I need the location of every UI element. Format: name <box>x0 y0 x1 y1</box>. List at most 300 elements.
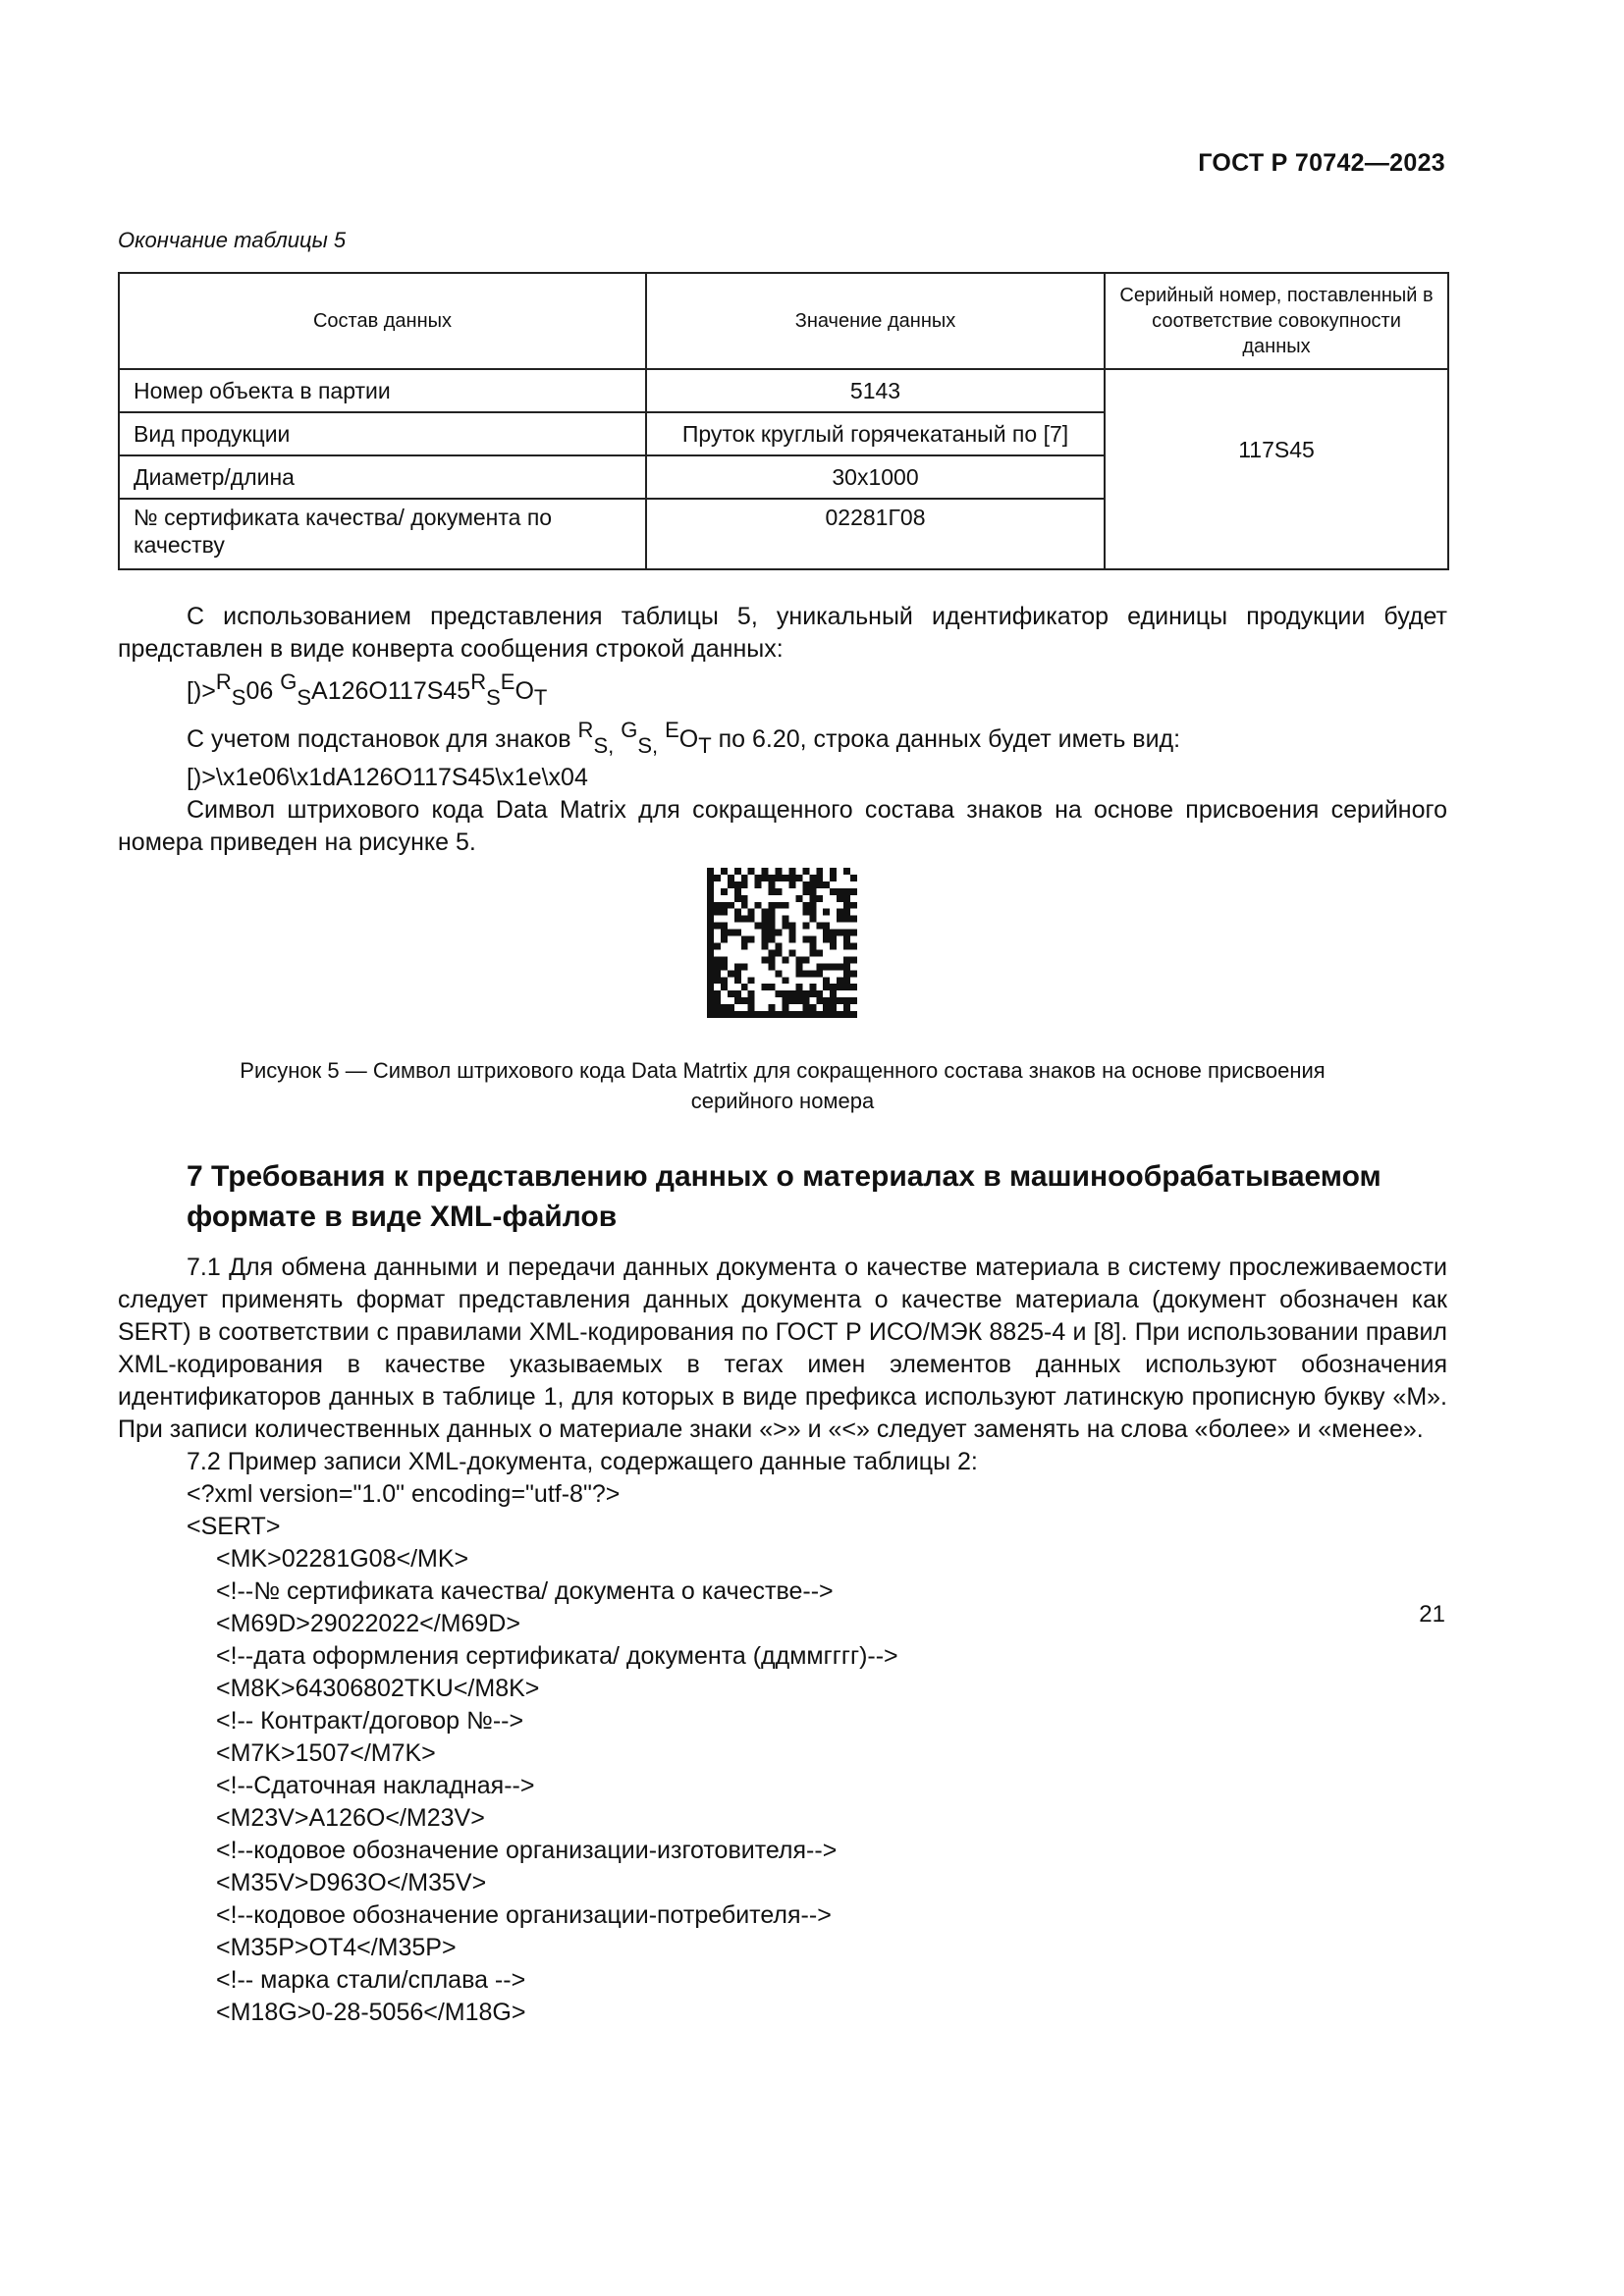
text-run: O <box>678 725 699 753</box>
table-header-row <box>119 273 1448 369</box>
barcode-module <box>809 984 816 990</box>
barcode-module <box>830 963 837 970</box>
xml-element-line: <MK>02281G08</MK> <box>216 1545 469 1573</box>
barcode-module <box>830 936 837 943</box>
barcode-module <box>741 936 748 943</box>
barcode-module <box>707 949 714 956</box>
barcode-module <box>714 1004 721 1011</box>
barcode-module <box>762 936 769 943</box>
figure-caption-line: Рисунок 5 — Символ штрихового кода Data Matrtix для сокращенного состава знаков на основе присвоения <box>240 1058 1326 1083</box>
barcode-module <box>755 1011 762 1018</box>
barcode-module <box>850 930 857 936</box>
barcode-module <box>755 902 762 909</box>
barcode-module <box>795 1011 802 1018</box>
text-run: 06 <box>245 677 281 705</box>
barcode-module <box>788 875 795 881</box>
barcode-module <box>802 888 809 895</box>
barcode-module <box>788 923 795 930</box>
barcode-module <box>816 1011 823 1018</box>
barcode-module <box>809 990 816 997</box>
text-run: T <box>533 685 548 710</box>
barcode-module <box>776 930 783 936</box>
barcode-module <box>721 868 728 875</box>
barcode-module <box>707 895 714 902</box>
barcode-module <box>728 970 734 977</box>
table-header-cell: Серийный номер, поставленный в соответствие совокупности данных <box>1105 273 1448 369</box>
barcode-module <box>837 977 843 984</box>
barcode-module <box>802 909 809 916</box>
barcode-module <box>788 949 795 956</box>
barcode-module <box>843 888 850 895</box>
barcode-module <box>830 930 837 936</box>
barcode-module <box>714 923 721 930</box>
xml-element-line: <M18G>0-28-5056</M18G> <box>216 1999 526 2026</box>
barcode-module <box>830 875 837 881</box>
barcode-module <box>776 970 783 977</box>
text-run: A126O117S45 <box>311 677 471 705</box>
barcode-module <box>809 916 816 923</box>
barcode-module <box>837 930 843 936</box>
barcode-module <box>769 888 776 895</box>
barcode-module <box>843 930 850 936</box>
table-caption: Окончание таблицы 5 <box>118 228 347 252</box>
barcode-module <box>783 977 789 984</box>
barcode-module <box>748 997 755 1004</box>
barcode-module <box>809 895 816 902</box>
barcode-module <box>734 888 741 895</box>
barcode-module <box>816 923 823 930</box>
barcode-module <box>823 997 830 1004</box>
barcode-module <box>721 930 728 936</box>
barcode-module <box>707 963 714 970</box>
barcode-module <box>721 1011 728 1018</box>
barcode-module <box>741 902 748 909</box>
barcode-module <box>728 881 734 888</box>
barcode-module <box>830 990 837 997</box>
barcode-module <box>741 895 748 902</box>
barcode-module <box>783 1011 789 1018</box>
barcode-module <box>850 888 857 895</box>
text-run: по 6.20, строка данных будет иметь вид: <box>711 725 1181 753</box>
body-text <box>118 601 1447 859</box>
barcode-module <box>707 868 714 875</box>
barcode-module <box>809 949 816 956</box>
barcode-module <box>769 930 776 936</box>
barcode-module <box>707 881 714 888</box>
barcode-module <box>788 997 795 1004</box>
barcode-module <box>721 1004 728 1011</box>
barcode-module <box>802 936 809 943</box>
serial-number-cell: 117S45 <box>1105 369 1448 569</box>
text-run: T <box>698 733 712 758</box>
barcode-module <box>816 881 823 888</box>
barcode-module <box>843 970 850 977</box>
barcode-module <box>755 923 762 930</box>
barcode-module <box>783 916 789 923</box>
barcode-module <box>823 1004 830 1011</box>
barcode-module <box>714 990 721 997</box>
barcode-module <box>830 943 837 950</box>
standard-number: ГОСТ Р 70742—2023 <box>1198 149 1445 177</box>
barcode-module <box>748 868 755 875</box>
xml-element-line: <M35P>OT4</M35P> <box>216 1934 457 1961</box>
barcode-module <box>809 875 816 881</box>
barcode-module <box>707 1004 714 1011</box>
barcode-module <box>714 875 721 881</box>
barcode-module <box>783 923 789 930</box>
table-header-cell: Значение данных <box>646 273 1105 369</box>
barcode-module <box>748 916 755 923</box>
barcode-module <box>707 984 714 990</box>
barcode-module <box>830 1004 837 1011</box>
xml-comment-line: <!-- Контракт/договор №--> <box>216 1707 524 1735</box>
barcode-module <box>850 916 857 923</box>
barcode-module <box>830 888 837 895</box>
barcode-module <box>748 1004 755 1011</box>
text-run: O <box>514 677 534 705</box>
barcode-module <box>816 875 823 881</box>
barcode-module <box>748 990 755 997</box>
barcode-module <box>769 909 776 916</box>
barcode-module <box>816 963 823 970</box>
barcode-module <box>783 875 789 881</box>
text-run: R <box>215 669 232 694</box>
text-run: S <box>297 685 312 710</box>
paragraph: 7.1 Для обмена данными и передачи данных документа о качестве материала в систему прослеживаемости следует применять формат представления данных документа о качестве материала (документ обозначен как SERT) в соответствии с правилами XML-кодирования по ГОСТ Р ИСО/МЭК 8825-4 и [8]. При использовании правил XML-кодирования в качестве указываемых в тегах имен элементов данных используют обозначения идентификаторов данных в таблице 1, для которых в виде префикса используют латинскую прописную букву «М». При записи количественных данных о материале знаки «>» и «<» следует заменять на слова «более» и «менее». <box>118 1254 1447 1443</box>
section-title: 7 Требования к представлению данных о материалах в машинообрабатываемом формате в виде XML-файлов <box>187 1160 1381 1233</box>
barcode-module <box>762 868 769 875</box>
barcode-module <box>816 868 823 875</box>
barcode-module <box>721 956 728 963</box>
barcode-module <box>830 997 837 1004</box>
barcode-module <box>795 984 802 990</box>
barcode-module <box>714 977 721 984</box>
barcode-module <box>721 902 728 909</box>
barcode-module <box>802 923 809 930</box>
barcode-module <box>802 868 809 875</box>
text-run: S <box>486 685 501 710</box>
barcode-module <box>783 997 789 1004</box>
barcode-module <box>809 936 816 943</box>
barcode-module <box>802 902 809 909</box>
barcode-module <box>823 1011 830 1018</box>
barcode-module <box>769 902 776 909</box>
barcode-module <box>707 936 714 943</box>
barcode-module <box>721 963 728 970</box>
barcode-module <box>734 963 741 970</box>
barcode-module <box>830 1011 837 1018</box>
barcode-module <box>728 990 734 997</box>
barcode-module <box>721 936 728 943</box>
barcode-module <box>741 916 748 923</box>
barcode-module <box>755 875 762 881</box>
barcode-module <box>802 956 809 963</box>
barcode-module <box>769 875 776 881</box>
barcode-module <box>707 902 714 909</box>
table-cell: № сертификата качества/ документа по качеству <box>119 499 646 569</box>
barcode-module <box>714 963 721 970</box>
barcode-module <box>776 990 783 997</box>
text-run: E <box>665 718 679 742</box>
text-run: С учетом подстановок для знаков <box>187 725 578 753</box>
barcode-module <box>823 977 830 984</box>
text-run: E <box>500 669 515 694</box>
barcode-module <box>728 875 734 881</box>
barcode-module <box>809 970 816 977</box>
barcode-module <box>734 997 741 1004</box>
barcode-module <box>837 984 843 990</box>
paragraph: С использованием представления таблицы 5, уникальный идентификатор единицы продукции будет представлен в виде конверта сообщения строкой данных: <box>118 603 1447 663</box>
barcode-module <box>823 923 830 930</box>
xml-element-line: <M8K>64306802TKU</M8K> <box>216 1675 540 1702</box>
barcode-module <box>728 1011 734 1018</box>
barcode-module <box>707 888 714 895</box>
barcode-module <box>734 977 741 984</box>
barcode-module <box>809 1011 816 1018</box>
barcode-module <box>802 990 809 997</box>
barcode-module <box>762 923 769 930</box>
barcode-module <box>769 881 776 888</box>
barcode-module <box>843 1011 850 1018</box>
barcode-module <box>762 1011 769 1018</box>
barcode-module <box>769 984 776 990</box>
barcode-module <box>741 943 748 950</box>
barcode-module <box>823 984 830 990</box>
barcode-module <box>843 963 850 970</box>
barcode-module <box>850 875 857 881</box>
barcode-module <box>734 895 741 902</box>
barcode-module <box>707 923 714 930</box>
barcode-module <box>795 997 802 1004</box>
barcode-module <box>707 909 714 916</box>
barcode-module <box>707 875 714 881</box>
barcode-module <box>762 930 769 936</box>
table-cell: Пруток круглый горячекатаный по [7] <box>646 412 1105 455</box>
barcode-module <box>802 970 809 977</box>
text-run: [)> <box>187 677 216 705</box>
barcode-module <box>721 909 728 916</box>
barcode-module <box>816 997 823 1004</box>
xml-element-line: <M7K>1507</M7K> <box>216 1739 436 1767</box>
barcode-module <box>843 984 850 990</box>
barcode-module <box>714 943 721 950</box>
data-table <box>118 272 1449 570</box>
barcode-module <box>795 895 802 902</box>
barcode-module <box>788 1011 795 1018</box>
table-cell: Диаметр/длина <box>119 455 646 499</box>
barcode-module <box>850 943 857 950</box>
barcode-module <box>769 956 776 963</box>
barcode-module <box>802 997 809 1004</box>
xml-comment-line: <!--дата оформления сертификата/ документа (ддммгггг)--> <box>216 1642 898 1670</box>
barcode-module <box>734 868 741 875</box>
barcode-module <box>783 956 789 963</box>
barcode-module <box>830 868 837 875</box>
xml-declaration: <?xml version="1.0" encoding="utf-8"?> <box>187 1480 621 1508</box>
data-matrix-barcode <box>707 868 857 1018</box>
barcode-module <box>809 943 816 950</box>
xml-comment-line: <!--кодовое обозначение организации-изготовителя--> <box>216 1837 838 1864</box>
barcode-module <box>802 1004 809 1011</box>
barcode-module <box>837 888 843 895</box>
barcode-module <box>776 875 783 881</box>
figure-caption-line: серийного номера <box>690 1089 875 1113</box>
barcode-module <box>748 909 755 916</box>
barcode-module <box>809 902 816 909</box>
xml-comment-line: <!-- марка стали/сплава --> <box>216 1966 526 1994</box>
barcode-module <box>823 936 830 943</box>
barcode-module <box>728 902 734 909</box>
text-run: S, <box>637 733 659 758</box>
xml-element-line: <M69D>29022022</M69D> <box>216 1610 520 1637</box>
barcode-module <box>823 881 830 888</box>
barcode-module <box>721 923 728 930</box>
xml-root: <SERT> <box>187 1513 281 1540</box>
barcode-module <box>795 990 802 997</box>
barcode-module <box>783 1004 789 1011</box>
table-header-cell: Состав данных <box>119 273 646 369</box>
barcode-module <box>850 997 857 1004</box>
barcode-module <box>707 1011 714 1018</box>
barcode-module <box>769 949 776 956</box>
barcode-module <box>728 1004 734 1011</box>
barcode-module <box>776 868 783 875</box>
barcode-module <box>816 990 823 997</box>
barcode-module <box>741 881 748 888</box>
barcode-module <box>850 970 857 977</box>
barcode-module <box>762 916 769 923</box>
barcode-module <box>762 984 769 990</box>
data-string: [)>\x1e06\x1dA126O117S45\x1e\x04 <box>187 764 588 791</box>
barcode-module <box>776 1011 783 1018</box>
barcode-module <box>809 1004 816 1011</box>
table-cell: 5143 <box>646 369 1105 412</box>
barcode-module <box>850 984 857 990</box>
barcode-module <box>755 881 762 888</box>
xml-comment-line: <!--Сдаточная накладная--> <box>216 1772 535 1799</box>
barcode-module <box>714 956 721 963</box>
barcode-module <box>788 930 795 936</box>
xml-element-line: <M23V>A126O</M23V> <box>216 1804 485 1832</box>
barcode-module <box>762 943 769 950</box>
barcode-module <box>823 963 830 970</box>
barcode-module <box>769 936 776 943</box>
barcode-module <box>741 984 748 990</box>
barcode-module <box>734 970 741 977</box>
barcode-module <box>823 909 830 916</box>
barcode-module <box>734 909 741 916</box>
barcode-module <box>776 943 783 950</box>
barcode-module <box>714 902 721 909</box>
barcode-module <box>734 916 741 923</box>
text-run: R <box>470 669 487 694</box>
barcode-module <box>734 930 741 936</box>
barcode-module <box>721 888 728 895</box>
section-body <box>118 1252 1447 2029</box>
barcode-module <box>707 990 714 997</box>
xml-comment-line: <!--№ сертификата качества/ документа о качестве--> <box>216 1577 834 1605</box>
barcode-module <box>776 902 783 909</box>
table-row <box>119 369 1448 412</box>
barcode-module <box>734 1011 741 1018</box>
text-run: G <box>280 669 298 694</box>
barcode-module <box>850 956 857 963</box>
barcode-module <box>837 909 843 916</box>
barcode-module <box>788 881 795 888</box>
barcode-module <box>843 943 850 950</box>
barcode-module <box>707 997 714 1004</box>
barcode-module <box>714 909 721 916</box>
barcode-module <box>843 936 850 943</box>
barcode-module <box>707 977 714 984</box>
barcode-module <box>843 902 850 909</box>
barcode-module <box>783 902 789 909</box>
barcode-module <box>843 977 850 984</box>
xml-lines <box>118 1543 1447 2029</box>
table-cell: Вид продукции <box>119 412 646 455</box>
barcode-module <box>707 930 714 936</box>
barcode-module <box>762 909 769 916</box>
barcode-module <box>795 875 802 881</box>
barcode-module <box>788 936 795 943</box>
barcode-module <box>707 943 714 950</box>
table-cell: 30x1000 <box>646 455 1105 499</box>
barcode-module <box>843 868 850 875</box>
barcode-module <box>776 888 783 895</box>
barcode-module <box>748 977 755 984</box>
barcode-module <box>837 916 843 923</box>
table-cell: Номер объекта в партии <box>119 369 646 412</box>
barcode-module <box>802 1011 809 1018</box>
barcode-module <box>721 984 728 990</box>
barcode-module <box>850 1011 857 1018</box>
barcode-module <box>721 977 728 984</box>
xml-comment-line: <!--кодовое обозначение организации-потребителя--> <box>216 1901 832 1929</box>
barcode-module <box>769 963 776 970</box>
barcode-module <box>707 916 714 923</box>
barcode-module <box>843 916 850 923</box>
barcode-module <box>843 909 850 916</box>
xml-element-line: <M35V>D963O</M35V> <box>216 1869 487 1896</box>
barcode-module <box>837 895 843 902</box>
barcode-module <box>816 895 823 902</box>
barcode-module <box>762 956 769 963</box>
barcode-module <box>714 970 721 977</box>
barcode-module <box>776 949 783 956</box>
envelope-string <box>118 666 1447 714</box>
barcode-module <box>795 963 802 970</box>
barcode-module <box>769 916 776 923</box>
text-run: G <box>621 718 638 742</box>
barcode-module <box>830 984 837 990</box>
barcode-module <box>748 936 755 943</box>
barcode-module <box>741 963 748 970</box>
barcode-module <box>734 990 741 997</box>
barcode-module <box>837 1011 843 1018</box>
paragraph <box>118 714 1447 762</box>
barcode-module <box>788 990 795 997</box>
barcode-module <box>837 997 843 1004</box>
barcode-module <box>823 930 830 936</box>
paragraph: 7.2 Пример записи XML-документа, содержащего данные таблицы 2: <box>187 1448 978 1475</box>
text-run: S <box>231 685 246 710</box>
barcode-module <box>783 990 789 997</box>
text-run: R <box>577 718 594 742</box>
barcode-module <box>748 1011 755 1018</box>
table-cell: 02281Г08 <box>646 499 1105 569</box>
barcode-module <box>762 875 769 881</box>
barcode-module <box>837 963 843 970</box>
